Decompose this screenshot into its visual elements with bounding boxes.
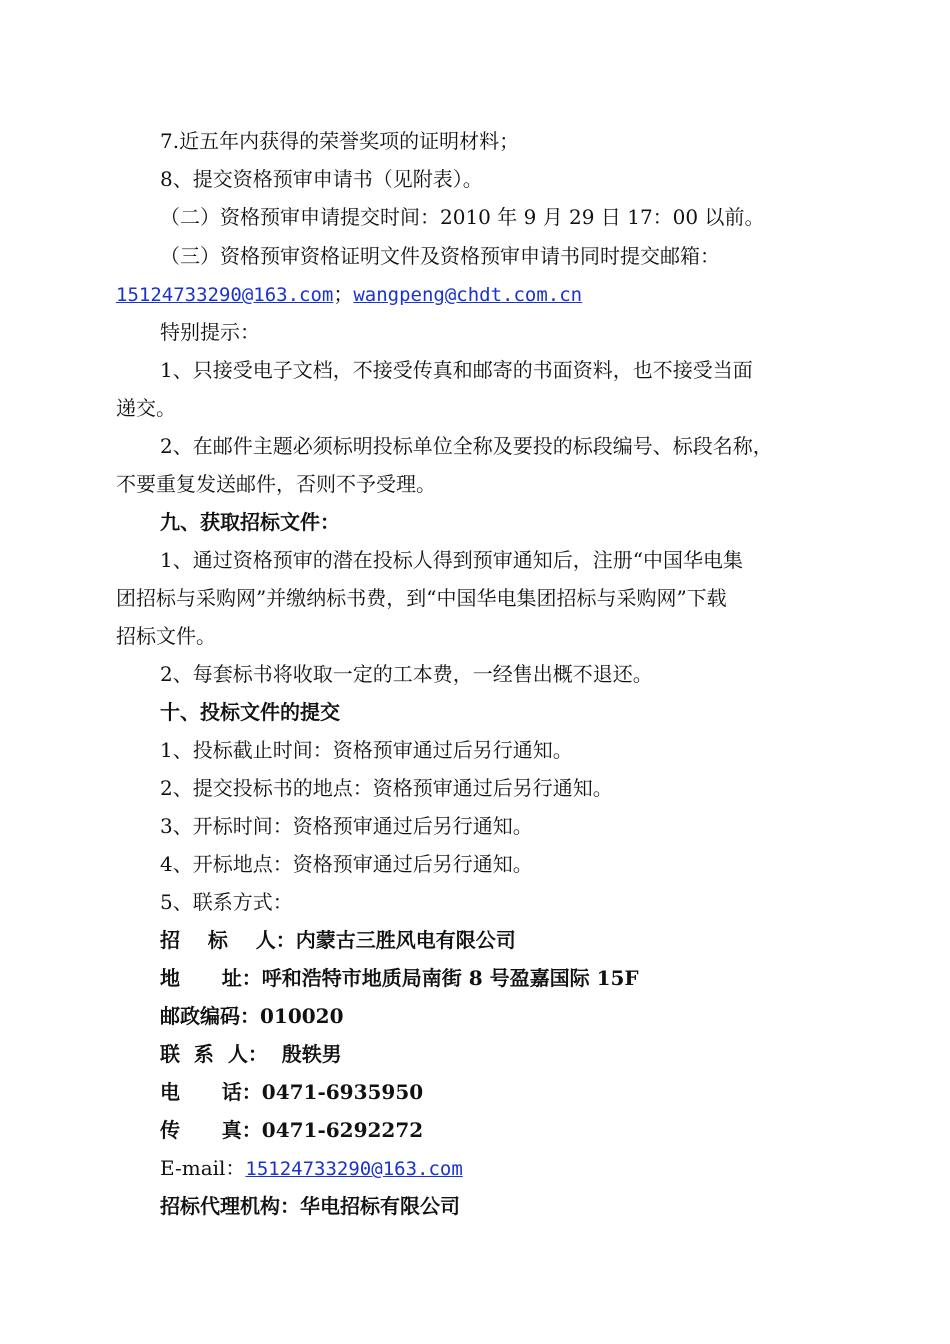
phone-value: 0471-6935950 [261,1080,424,1104]
section-10-item-2: 2、提交投标书的地点：资格预审通过后另行通知。 [160,776,613,800]
tenderer-value: 内蒙古三胜风电有限公司 [295,928,516,952]
postcode-value: 010020 [260,1004,344,1028]
special-notice-2-line1: 2、在邮件主题必须标明投标单位全称及要投的标段编号、标段名称， [160,434,773,458]
section-9-para2: 2、每套标书将收取一定的工本费，一经售出概不退还。 [160,662,653,686]
contact-phone [160,1073,880,1111]
postcode-label: 邮政编码： [160,1004,260,1028]
section-10-item-1: 1、投标截止时间：资格预审通过后另行通知。 [160,738,573,762]
agency-label: 招标代理机构： [160,1194,300,1218]
section-9-para1-line2: 团招标与采购网”并缴纳标书费，到“中国华电集团招标与采购网”下载 [116,586,727,610]
section-10-item-5: 5、联系方式： [160,890,293,914]
email-link-2[interactable]: wangpeng@chdt.com.cn [353,284,583,306]
contact-agency [160,1187,880,1225]
contact-email-label: E-mail： [160,1156,246,1180]
contact-address [160,959,880,997]
email-line [116,275,836,314]
special-notice-title: 特别提示： [160,320,260,344]
email-separator: ； [333,282,354,306]
tenderer-label: 招 标 人： [160,928,296,952]
special-notice-1-line1: 1、只接受电子文档，不接受传真和邮寄的书面资料，也不接受当面 [160,358,753,382]
sub-section-3: （三）资格预审资格证明文件及资格预审申请书同时提交邮箱： [160,244,720,268]
email-link-1[interactable]: 15124733290@163.com [116,284,334,306]
sub-section-2: （二）资格预审申请提交时间：2010 年 9 月 29 日 17：00 以前。 [160,205,765,229]
contact-email-link[interactable]: 15124733290@163.com [245,1158,463,1180]
item-7: 7.近五年内获得的荣誉奖项的证明材料； [160,129,520,153]
contact-person [160,1035,880,1073]
section-10-heading: 十、投标文件的提交 [160,700,340,724]
section-9-para1-line3: 招标文件。 [116,624,216,648]
item-8: 8、提交资格预审申请书（见附表）。 [160,167,483,191]
contact-tenderer [160,921,880,959]
contact-fax [160,1111,880,1149]
agency-value: 华电招标有限公司 [300,1194,460,1218]
person-value: 殷轶男 [267,1042,342,1066]
special-notice-2-line2: 不要重复发送邮件，否则不予受理。 [116,472,436,496]
contact-postcode [160,997,880,1035]
section-10-item-3: 3、开标时间：资格预审通过后另行通知。 [160,814,533,838]
fax-label: 传 真： [160,1118,262,1142]
address-value: 呼和浩特市地质局南街 8 号盈嘉国际 15F [261,966,639,990]
section-9-heading: 九、获取招标文件： [160,510,340,534]
section-9-para1-line1: 1、通过资格预审的潜在投标人得到预审通知后，注册“中国华电集 [160,548,743,572]
phone-label: 电 话： [160,1080,262,1104]
contact-email [160,1149,880,1188]
fax-value: 0471-6292272 [261,1118,424,1142]
special-notice-1-line2: 递交。 [116,396,176,420]
address-label: 地 址： [160,966,262,990]
person-label: 联 系 人： [160,1042,268,1066]
section-10-item-4: 4、开标地点：资格预审通过后另行通知。 [160,852,533,876]
